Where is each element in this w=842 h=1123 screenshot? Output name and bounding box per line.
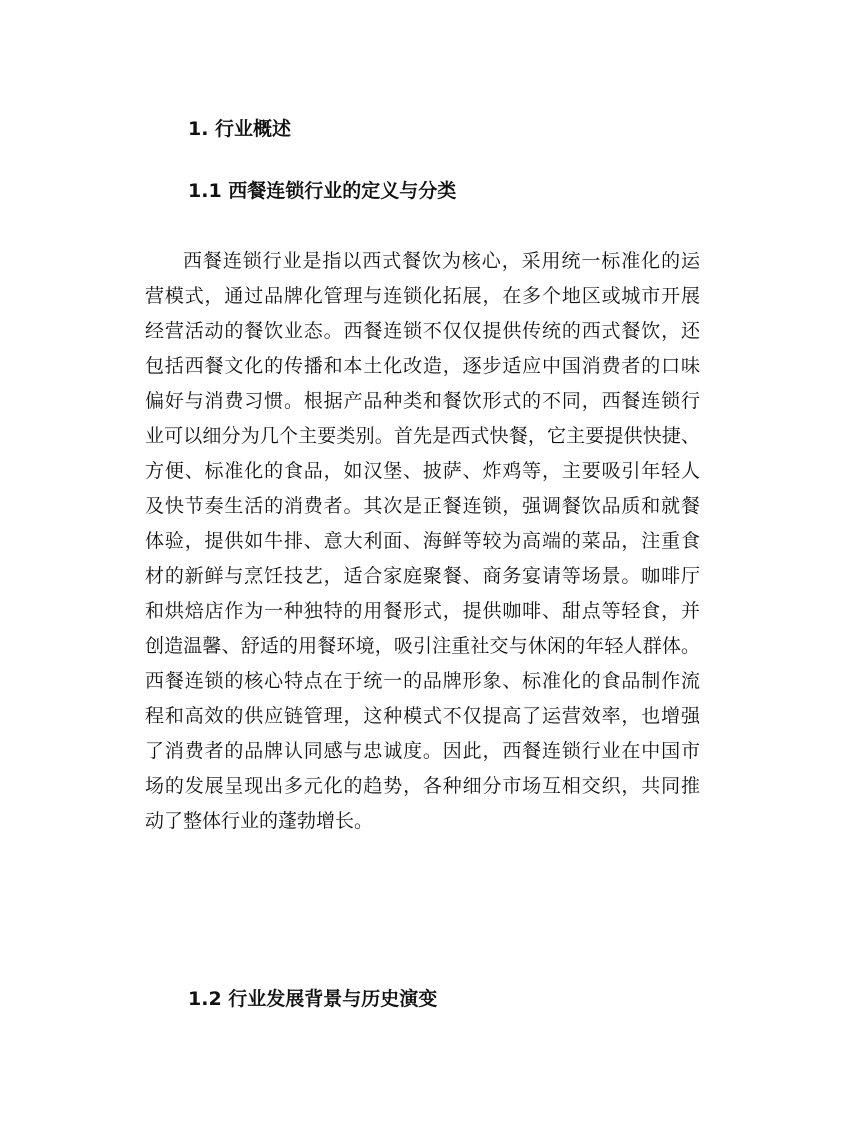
paragraph-line: 业可以细分为几个主要类别。首先是西式快餐，它主要提供快捷、 (145, 425, 700, 447)
paragraph-line: 程和高效的供应链管理，这种模式不仅提高了运营效率，也增强 (145, 705, 700, 727)
paragraph-line: 经营活动的餐饮业态。西餐连锁不仅仅提供传统的西式餐饮，还 (145, 320, 700, 342)
paragraph-line: 材的新鲜与烹饪技艺，适合家庭聚餐、商务宴请等场景。咖啡厅 (145, 565, 700, 587)
paragraph-line: 营模式，通过品牌化管理与连锁化拓展，在多个地区或城市开展 (145, 285, 700, 307)
paragraph-line: 偏好与消费习惯。根据产品种类和餐饮形式的不同，西餐连锁行 (145, 390, 700, 412)
paragraph-line: 及快节奏生活的消费者。其次是正餐连锁，强调餐饮品质和就餐 (145, 495, 700, 517)
subsection-heading-1-1: 1.1 西餐连锁行业的定义与分类 (188, 180, 457, 202)
section-heading-1: 1. 行业概述 (188, 118, 292, 140)
subsection-heading-1-2: 1.2 行业发展背景与历史演变 (188, 988, 438, 1010)
paragraph-line: 了消费者的品牌认同感与忠诚度。因此，西餐连锁行业在中国市 (145, 740, 700, 762)
paragraph-line: 方便、标准化的食品，如汉堡、披萨、炸鸡等，主要吸引年轻人 (145, 460, 700, 482)
paragraph-line: 场的发展呈现出多元化的趋势，各种细分市场互相交织，共同推 (145, 775, 700, 797)
paragraph-line: 西餐连锁的核心特点在于统一的品牌形象、标准化的食品制作流 (145, 670, 700, 692)
paragraph-line: 包括西餐文化的传播和本土化改造，逐步适应中国消费者的口味 (145, 355, 700, 377)
paragraph-line: 西餐连锁行业是指以西式餐饮为核心，采用统一标准化的运 (183, 250, 700, 272)
paragraph-line: 动了整体行业的蓬勃增长。 (145, 810, 374, 832)
paragraph-line: 创造温馨、舒适的用餐环境，吸引注重社交与休闲的年轻人群体。 (145, 635, 700, 657)
paragraph-line: 体验，提供如牛排、意大利面、海鲜等较为高端的菜品，注重食 (145, 530, 700, 552)
body-paragraph (145, 244, 700, 839)
paragraph-line: 和烘焙店作为一种独特的用餐形式，提供咖啡、甜点等轻食，并 (145, 600, 700, 622)
